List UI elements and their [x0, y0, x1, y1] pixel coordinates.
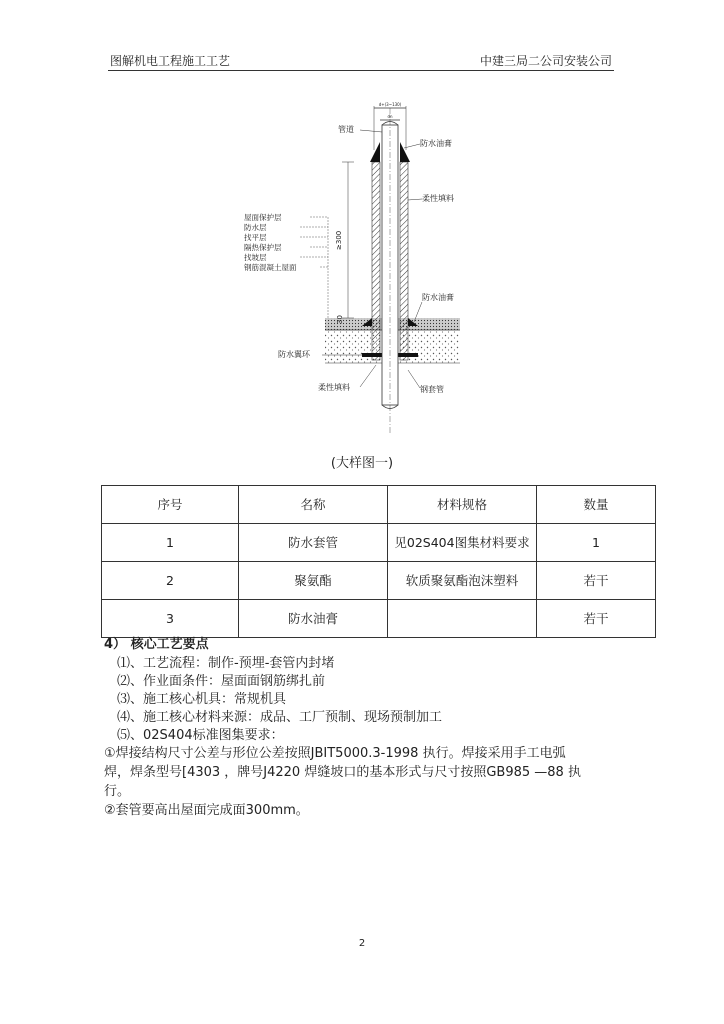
- label-filler: 柔性填料: [422, 194, 454, 203]
- cell-spec: 见02S404图集材料要求: [388, 524, 537, 562]
- cell-name: 聚氨酯: [239, 562, 388, 600]
- figure-caption: (大样图一): [330, 456, 394, 471]
- layer-labels: [244, 212, 297, 272]
- dim-inner-label: dn: [387, 114, 393, 119]
- label-filler-bottom: 柔性填料: [318, 383, 350, 392]
- cell-index: 3: [102, 600, 239, 638]
- cell-index: 1: [102, 524, 239, 562]
- header-qty: 数量: [537, 486, 656, 524]
- paragraph-line: ①焊接结构尺寸公差与形位公差按照JBIT5000.3-1998 执行。焊接采用手工电弧: [104, 746, 566, 761]
- cell-name: 防水套管: [239, 524, 388, 562]
- height-label: ≥300: [335, 230, 343, 250]
- table-row: [102, 524, 656, 562]
- sleeve-right-wall: [400, 162, 408, 360]
- section-heading: 4） 核心工艺要点: [104, 637, 209, 652]
- svg-text:屋面保护层: 屋面保护层: [244, 213, 282, 222]
- header-right: 中建三局二公司安装公司: [479, 54, 612, 68]
- sleeve-left-wall: [372, 162, 380, 360]
- list-item: ⑷、施工核心材料来源：成品、工厂预制、现场预制加工: [117, 710, 443, 725]
- list-item: ⑶、施工核心机具：常规机具: [117, 692, 287, 707]
- label-ring: 防水翼环: [278, 350, 310, 359]
- dim-outer-label: d+(3~130): [378, 102, 402, 107]
- header-name: 名称: [239, 486, 388, 524]
- page-header: [108, 52, 614, 71]
- requirements-text: [104, 745, 616, 821]
- cell-spec: [388, 600, 537, 638]
- svg-text:找坡层: 找坡层: [244, 253, 267, 262]
- paragraph-line: ②套管要高出屋面完成面300mm。: [104, 803, 309, 818]
- table-row: [102, 562, 656, 600]
- label-oil-top: 防水油膏: [420, 139, 452, 148]
- thirty-label: 30: [336, 315, 344, 324]
- cell-qty: 若干: [537, 600, 656, 638]
- svg-text:防水层: 防水层: [244, 223, 267, 232]
- svg-text:钢筋混凝土屋面: 钢筋混凝土屋面: [244, 263, 297, 272]
- header-index: 序号: [102, 486, 239, 524]
- svg-text:找平层: 找平层: [244, 233, 267, 242]
- svg-text:隔热保护层: 隔热保护层: [244, 243, 282, 252]
- cell-name: 防水油膏: [239, 600, 388, 638]
- list-item: ⑸、02S404标准图集要求：: [117, 728, 284, 743]
- page-number: 2: [358, 938, 366, 949]
- cell-spec: 软质聚氨酯泡沫塑料: [388, 562, 537, 600]
- process-list: [117, 655, 629, 745]
- materials-table: [101, 485, 656, 638]
- list-item: ⑵、作业面条件：屋面面钢筋绑扎前: [117, 674, 326, 689]
- detail-drawing: [210, 100, 500, 445]
- table-row: [102, 600, 656, 638]
- label-sleeve: 钢套管: [420, 385, 444, 394]
- header-spec: 材料规格: [388, 486, 537, 524]
- table-header-row: [102, 486, 656, 524]
- cell-index: 2: [102, 562, 239, 600]
- paragraph-line: 焊，焊条型号[4303 ，牌号J4220 焊缝坡口的基本形式与尺寸按照GB985 —88 执: [104, 765, 581, 780]
- list-item: ⑴、工艺流程：制作-预埋-套管内封堵: [117, 656, 335, 671]
- label-oil-bottom: 防水油膏: [422, 293, 454, 302]
- cell-qty: 若干: [537, 562, 656, 600]
- cell-qty: 1: [537, 524, 656, 562]
- paragraph-line: 行。: [104, 784, 131, 799]
- label-pipe: 管道: [338, 125, 354, 134]
- header-left: 图解机电工程施工工艺: [110, 54, 231, 68]
